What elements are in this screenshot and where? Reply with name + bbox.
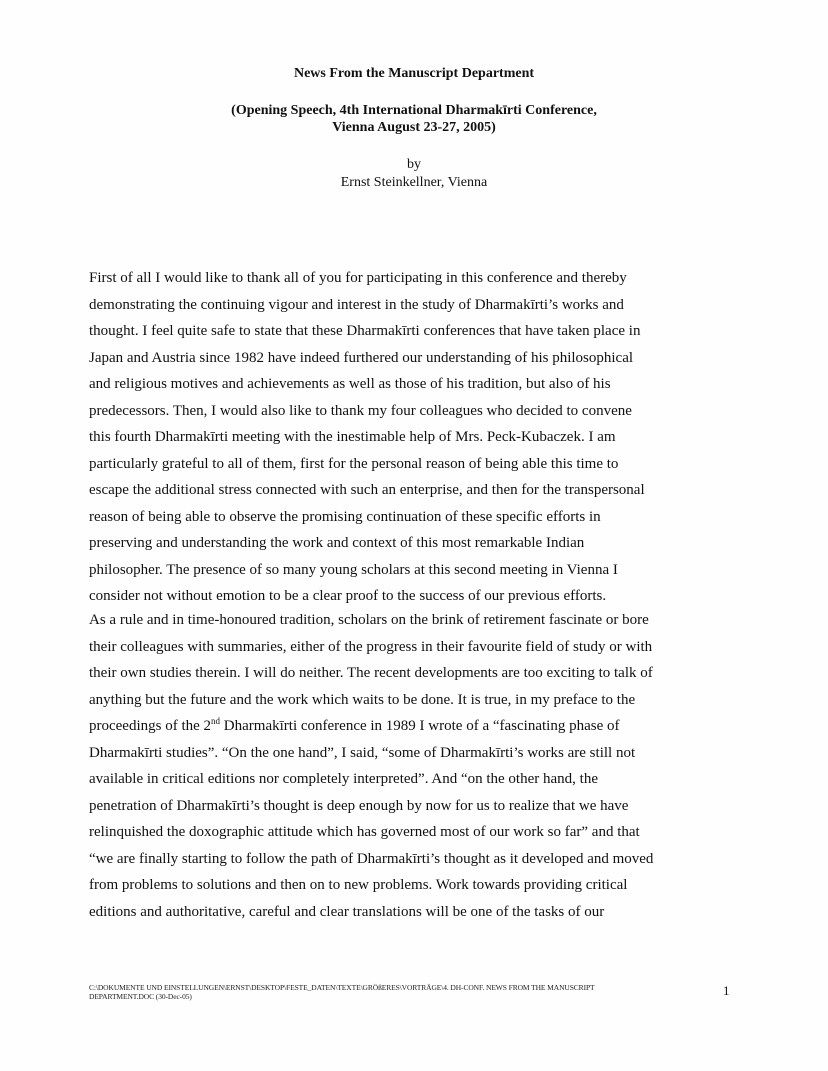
paragraph-line: demonstrating the continuing vigour and interest in the study of Dharmakīrti’s works and <box>89 296 624 313</box>
line-text: Dharmakīrti conference in 1989 I wrote of a “fascinating phase of <box>220 718 620 734</box>
paragraph-line: particularly grateful to all of them, first for the personal reason of being able this time to <box>89 455 619 472</box>
paragraph-line: consider not without emotion to be a clear proof to the success of our previous efforts. <box>89 588 607 604</box>
footer-path-line-2: DEPARTMENT.DOC (30-Dec-05) <box>89 992 192 1001</box>
paragraph-line: First of all I would like to thank all of you for participating in this conference and thereby <box>89 270 627 286</box>
line-text: proceedings of the 2 <box>89 718 212 734</box>
paragraph-line: from problems to solutions and then on to new problems. Work towards providing critical <box>89 877 628 893</box>
paragraph-line: relinquished the doxographic attitude which has governed most of our work so far” and that <box>89 824 640 840</box>
paragraph-line: reason of being able to observe the promising continuation of these specific efforts in <box>89 508 601 525</box>
paragraph-line: this fourth Dharmakīrti meeting with the inestimable help of Mrs. Peck-Kubaczek. I am <box>89 429 616 445</box>
paragraph-1 <box>89 265 749 610</box>
paragraph-line: escape the additional stress connected with such an enterprise, and then for the transpersonal <box>89 482 645 498</box>
paragraph-line: available in critical editions nor completely interpreted”. And “on the other hand, the <box>89 771 598 787</box>
paragraph-line: thought. I feel quite safe to state that these Dharmakīrti conferences that have taken place in <box>89 323 641 339</box>
footer-path-line-1: C:\DOKUMENTE UND EINSTELLUNGEN\ERNST\DESKTOP\FESTE_DATEN\TEXTE\GRÖßERES\VORTRÄGE\4. DH-CONF. NEWS FROM THE MANUSCRIPT <box>89 983 595 992</box>
page-number: 1 <box>723 983 730 998</box>
author-block <box>0 156 828 192</box>
paragraph-line: Japan and Austria since 1982 have indeed furthered our understanding of his philosophical <box>89 349 634 366</box>
subtitle-line-2: Vienna August 23-27, 2005) <box>332 120 496 135</box>
paragraph-line: their colleagues with summaries, either of the progress in their favourite field of study or with <box>89 638 653 655</box>
paragraph-line: their own studies therein. I will do neither. The recent developments are too exciting to talk of <box>89 665 653 681</box>
paragraph-line: anything but the future and the work which waits to be done. It is true, in my preface to the <box>89 691 636 708</box>
paragraph-line: philosopher. The presence of so many young scholars at this second meeting in Vienna I <box>89 561 618 578</box>
author-name: Ernst Steinkellner, Vienna <box>340 175 488 190</box>
paragraph-line: “we are finally starting to follow the path of Dharmakīrti’s thought as it developed and moved <box>89 850 654 867</box>
paragraph-line <box>89 713 749 740</box>
paragraph-2 <box>89 607 749 925</box>
paragraph-line: As a rule and in time-honoured tradition, scholars on the brink of retirement fascinate or bore <box>89 612 649 628</box>
paragraph-line: Dharmakīrti studies”. “On the one hand”, I said, “some of Dharmakīrti’s works are still not <box>89 744 636 761</box>
paragraph-line: preserving and understanding the work and context of this most remarkable Indian <box>89 535 585 551</box>
paragraph-line: predecessors. Then, I would also like to thank my four colleagues who decided to convene <box>89 402 632 419</box>
paragraph-line: editions and authoritative, careful and clear translations will be one of the tasks of our <box>89 903 605 920</box>
footer-file-path <box>89 983 714 1001</box>
paragraph-line: and religious motives and achievements as well as those of his tradition, but also of his <box>89 376 611 392</box>
ordinal-superscript: nd <box>211 716 221 726</box>
by-label: by <box>407 157 421 172</box>
document-subtitle <box>0 102 828 136</box>
document-title: News From the Manuscript Department <box>293 66 535 81</box>
subtitle-line-1: (Opening Speech, 4th International Dharmakīrti Conference, <box>231 103 597 118</box>
paragraph-line: penetration of Dharmakīrti’s thought is deep enough by now for us to realize that we have <box>89 797 629 814</box>
